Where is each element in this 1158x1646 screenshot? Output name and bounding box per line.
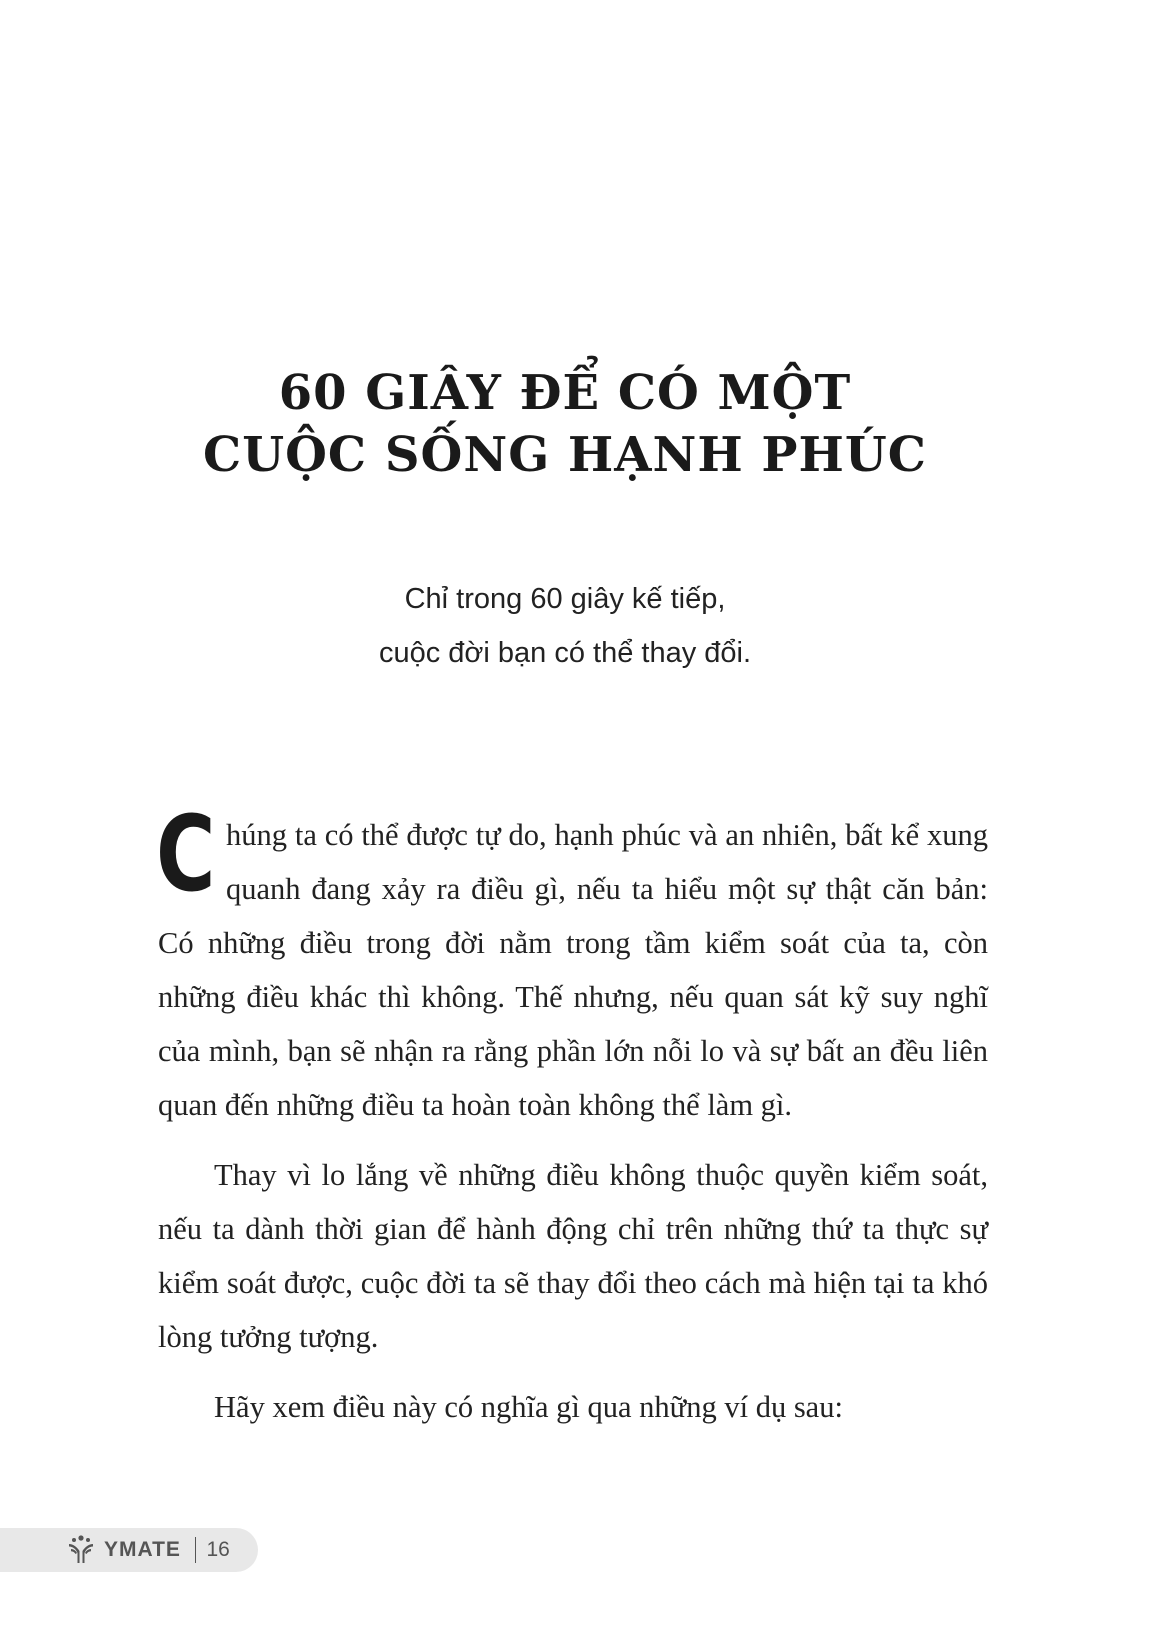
chapter-title-line-2: CUỘC SỐNG HẠNH PHÚC <box>203 427 927 483</box>
paragraph-1-text: húng ta có thể được tự do, hạnh phúc và an nhiên, bất kể xung quanh đang xảy ra điều gì, nếu ta hiểu một sự thật căn bản: Có những điều trong đời nằm trong tầm kiểm soát của ta, còn những điều khác thì không. Thế nhưng, nếu quan sát kỹ suy nghĩ của mình, bạn sẽ nhận ra rằng phần lớn nỗi lo và sự bất an đều liên quan đến những điều ta hoàn toàn không thể làm gì. <box>158 818 988 1122</box>
paragraph-2: Thay vì lo lắng về những điều không thuộc quyền kiểm soát, nếu ta dành thời gian để hành động chỉ trên những thứ ta thực sự kiểm soát được, cuộc đời ta sẽ thay đổi theo cách mà hiện tại ta khó lòng tưởng tượng. <box>158 1158 988 1354</box>
chapter-title <box>0 362 1130 486</box>
brand-name: YMATE <box>104 1538 181 1561</box>
chapter-subtitle-line-2: cuộc đời bạn có thể thay đổi. <box>378 637 752 669</box>
paragraph-3: Hãy xem điều này có nghĩa gì qua những ví dụ sau: <box>214 1390 843 1424</box>
chapter-subtitle <box>0 572 1130 680</box>
ymate-logo-icon <box>64 1533 98 1567</box>
footer-divider <box>195 1537 197 1563</box>
drop-cap: C <box>156 793 216 915</box>
chapter-subtitle-line-1: Chỉ trong 60 giây kế tiếp, <box>404 583 726 615</box>
chapter-title-line-1: 60 GIÂY ĐỂ CÓ MỘT <box>278 365 852 421</box>
page-number: 16 <box>206 1538 230 1561</box>
page-footer <box>0 1528 258 1572</box>
paragraph-1 <box>156 793 988 1132</box>
body-text <box>156 793 988 1434</box>
